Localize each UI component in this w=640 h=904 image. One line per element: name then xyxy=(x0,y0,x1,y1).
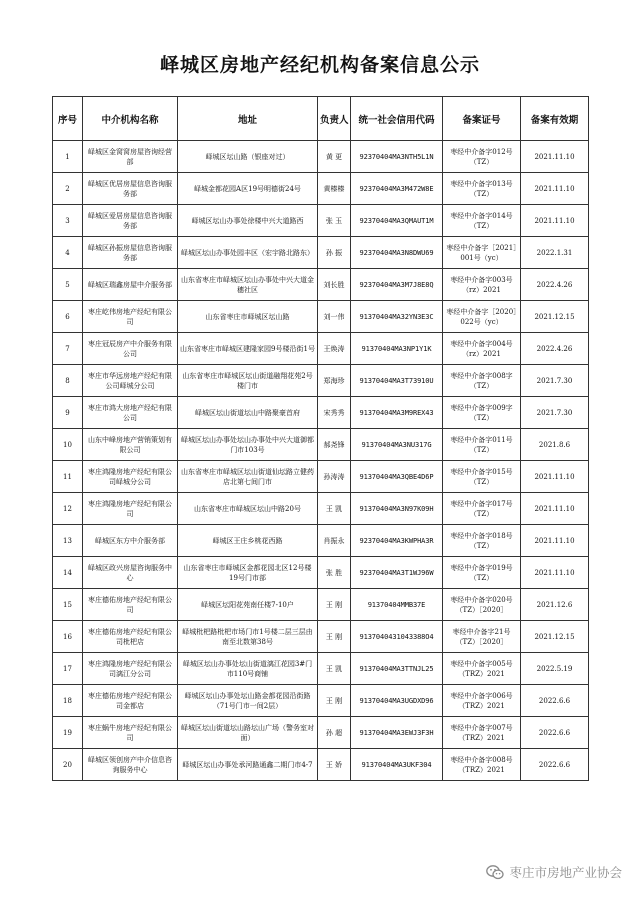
cell-credit-code: 91370404MA3NU317G xyxy=(351,429,443,461)
cell-person: 黄榛榛 xyxy=(318,173,351,205)
cell-expiry: 2021.8.6 xyxy=(521,429,589,461)
column-header-number: 序号 xyxy=(53,97,83,141)
cell-expiry: 2021.11.10 xyxy=(521,493,589,525)
cell-person: 孙涛涛 xyxy=(318,461,351,493)
cell-expiry: 2021.12.15 xyxy=(521,621,589,653)
table-body xyxy=(53,141,589,781)
cell-agency-name: 峄城区优居房屋信息咨询服务部 xyxy=(83,173,178,205)
cell-agency-name: 枣庄冠辰房产中介服务有限公司 xyxy=(83,333,178,365)
cell-expiry: 2021.12.6 xyxy=(521,589,589,621)
column-header-agency-name: 中介机构名称 xyxy=(83,97,178,141)
cell-number: 13 xyxy=(53,525,83,557)
table-row xyxy=(53,141,589,173)
column-header-address: 地址 xyxy=(178,97,318,141)
table-row xyxy=(53,333,589,365)
cell-number: 19 xyxy=(53,717,83,749)
table-header-row xyxy=(53,97,589,141)
cell-cert-number: 枣经中介备字005号（TRZ）2021 xyxy=(443,653,521,685)
cell-cert-number: 枣经中介备字020号（TZ）［2020］ xyxy=(443,589,521,621)
table-row xyxy=(53,429,589,461)
cell-number: 8 xyxy=(53,365,83,397)
cell-address: 山东省枣庄市峄城区金都花园北区12号楼19号门市部 xyxy=(178,557,318,589)
cell-person: 郑海珍 xyxy=(318,365,351,397)
cell-agency-name: 枣庄鸿隆房地产经纪有限公司漓江分公司 xyxy=(83,653,178,685)
cell-number: 3 xyxy=(53,205,83,237)
footer-label: 枣庄市房地产业协会 xyxy=(509,865,622,880)
cell-credit-code: 91370404MA3EWJ3F3H xyxy=(351,717,443,749)
cell-number: 6 xyxy=(53,301,83,333)
cell-cert-number: 枣经中介备字008号（TRZ）2021 xyxy=(443,749,521,781)
cell-number: 5 xyxy=(53,269,83,301)
column-header-person: 负责人 xyxy=(318,97,351,141)
cell-person: 郝尧锋 xyxy=(318,429,351,461)
column-header-expiry: 备案有效期 xyxy=(521,97,589,141)
cell-credit-code: 92370404MA3M472W8E xyxy=(351,173,443,205)
cell-agency-name: 山东中峰房地产营销策划有限公司 xyxy=(83,429,178,461)
cell-person: 孙 超 xyxy=(318,717,351,749)
cell-expiry: 2022.4.26 xyxy=(521,333,589,365)
cell-cert-number: 枣经中介备字［2020］022号（yc） xyxy=(443,301,521,333)
cell-credit-code: 91370404MA3TTNJL25 xyxy=(351,653,443,685)
cell-agency-name: 峄城区金窝窝房屋咨询经营部 xyxy=(83,141,178,173)
cell-credit-code: 92370404MA3N8DWU69 xyxy=(351,237,443,269)
cell-number: 12 xyxy=(53,493,83,525)
cell-cert-number: 枣经中介备字018号（TZ） xyxy=(443,525,521,557)
table-row xyxy=(53,269,589,301)
cell-expiry: 2021.11.10 xyxy=(521,205,589,237)
cell-credit-code: 91370404MA3UGDXD96 xyxy=(351,685,443,717)
column-header-credit-code: 统一社会信用代码 xyxy=(351,97,443,141)
cell-credit-code: 9137040431043388O4 xyxy=(351,621,443,653)
cell-address: 峄城区坛山办事处坛山街道漓江花园3#门市110号商铺 xyxy=(178,653,318,685)
cell-credit-code: 91370404MA3M9REX43 xyxy=(351,397,443,429)
cell-person: 王 刚 xyxy=(318,621,351,653)
cell-address: 峄城枇杷路枇杷市场门市1号楼二层三层由南至北数第38号 xyxy=(178,621,318,653)
cell-number: 7 xyxy=(53,333,83,365)
cell-agency-name: 枣庄德佑房地产经纪有限公司金都店 xyxy=(83,685,178,717)
cell-number: 14 xyxy=(53,557,83,589)
cell-expiry: 2022.4.26 xyxy=(521,269,589,301)
cell-person: 黄 更 xyxy=(318,141,351,173)
cell-cert-number: 枣经中介备字019号（TZ） xyxy=(443,557,521,589)
cell-expiry: 2021.12.15 xyxy=(521,301,589,333)
cell-address: 峄城区坛山办事处徐楼中兴大道路西 xyxy=(178,205,318,237)
table-row xyxy=(53,525,589,557)
cell-person: 肖振永 xyxy=(318,525,351,557)
cell-number: 11 xyxy=(53,461,83,493)
cell-address: 峄城区坛阳花苑南任楼7-10户 xyxy=(178,589,318,621)
cell-agency-name: 峄城区爱居房屋信息咨询服务部 xyxy=(83,205,178,237)
cell-credit-code: 92370404MA3KWPHA3R xyxy=(351,525,443,557)
cell-person: 张 胜 xyxy=(318,557,351,589)
cell-agency-name: 枣庄德佑房地产经纪有限公司枇杷店 xyxy=(83,621,178,653)
cell-credit-code: 91370404MA3T73910U xyxy=(351,365,443,397)
cell-address: 山东省枣庄市峄城区建隆家园9号楼沿街1号 xyxy=(178,333,318,365)
cell-number: 9 xyxy=(53,397,83,429)
table-row xyxy=(53,461,589,493)
cell-cert-number: 枣经中介备字011号（TZ） xyxy=(443,429,521,461)
cell-cert-number: 枣经中介备字012号（TZ） xyxy=(443,141,521,173)
cell-person: 王 凯 xyxy=(318,653,351,685)
column-header-cert-number: 备案证号 xyxy=(443,97,521,141)
cell-address: 峄城区坛山路（银座对过） xyxy=(178,141,318,173)
cell-agency-name: 枣庄市华远房地产经纪有限公司峄城分公司 xyxy=(83,365,178,397)
cell-expiry: 2021.11.10 xyxy=(521,141,589,173)
cell-cert-number: 枣经中介备字013号（TZ） xyxy=(443,173,521,205)
cell-expiry: 2021.11.10 xyxy=(521,557,589,589)
cell-cert-number: 枣经中介备字006号（TRZ）2021 xyxy=(443,685,521,717)
registry-table xyxy=(52,96,589,781)
table-row xyxy=(53,237,589,269)
cell-expiry: 2022.5.19 xyxy=(521,653,589,685)
wechat-icon xyxy=(486,865,504,880)
cell-address: 峄城区坛山街道坛山中路聚豪首府 xyxy=(178,397,318,429)
table-row xyxy=(53,365,589,397)
cell-person: 王 刚 xyxy=(318,685,351,717)
cell-address: 山东省枣庄市峄城区坛山中路20号 xyxy=(178,493,318,525)
cell-cert-number: 枣经中介备字004号（rz）2021 xyxy=(443,333,521,365)
cell-credit-code: 91370404MA3NP1Y1K xyxy=(351,333,443,365)
cell-person: 张 玉 xyxy=(318,205,351,237)
cell-expiry: 2021.11.10 xyxy=(521,173,589,205)
cell-agency-name: 枣庄鸿隆房地产经纪有限公司峄城分公司 xyxy=(83,461,178,493)
table-row xyxy=(53,589,589,621)
table-row xyxy=(53,301,589,333)
cell-person: 王 刚 xyxy=(318,589,351,621)
cell-person: 王 凯 xyxy=(318,493,351,525)
cell-credit-code: 91370404MA3UKF304 xyxy=(351,749,443,781)
page-title: 峄城区房地产经纪机构备案信息公示 xyxy=(159,54,480,76)
cell-person: 宋秀秀 xyxy=(318,397,351,429)
cell-address: 山东省枣庄市峄城区坛山街道仙坛路立健药店北第七间门市 xyxy=(178,461,318,493)
cell-cert-number: 枣经中介备字007号（TRZ）2021 xyxy=(443,717,521,749)
cell-cert-number: 枣经中介备字21号（TZ）［2020］ xyxy=(443,621,521,653)
cell-expiry: 2021.7.30 xyxy=(521,397,589,429)
cell-address: 峄城区坛山办事处承河路通鑫二期门市4-7 xyxy=(178,749,318,781)
cell-expiry: 2021.7.30 xyxy=(521,365,589,397)
cell-address: 山东省枣庄市峄城区坛山街道融翔花苑2号楼门市 xyxy=(178,365,318,397)
cell-expiry: 2022.1.31 xyxy=(521,237,589,269)
cell-person: 刘一伟 xyxy=(318,301,351,333)
cell-address: 峄城区坛山办事处坛山办事处中兴大道御都门市103号 xyxy=(178,429,318,461)
table-row xyxy=(53,397,589,429)
cell-number: 17 xyxy=(53,653,83,685)
cell-address: 峄城区坛山办事处坛山路金都花园沿街路（71号门市一间2层） xyxy=(178,685,318,717)
cell-person: 王 娇 xyxy=(318,749,351,781)
cell-number: 15 xyxy=(53,589,83,621)
cell-agency-name: 枣庄蜗牛房地产经纪有限公司 xyxy=(83,717,178,749)
cell-cert-number: 枣经中介备字015号（TZ） xyxy=(443,461,521,493)
cell-cert-number: 枣经中介备字003号（rz）2021 xyxy=(443,269,521,301)
cell-agency-name: 峄城区瑞鑫房屋中介服务部 xyxy=(83,269,178,301)
cell-agency-name: 枣庄德佑房地产经纪有限公司 xyxy=(83,589,178,621)
cell-address: 山东省枣庄市峄城区坛山办事处中兴大道金穗社区 xyxy=(178,269,318,301)
cell-cert-number: 枣经中介备字014号（TZ） xyxy=(443,205,521,237)
cell-credit-code: 92370404MA3QMAUT1M xyxy=(351,205,443,237)
table-row xyxy=(53,205,589,237)
cell-agency-name: 峄城区孙振房屋信息咨询服务部 xyxy=(83,237,178,269)
cell-credit-code: 92370404MA3NTH5L1N xyxy=(351,141,443,173)
cell-person: 王焕涛 xyxy=(318,333,351,365)
cell-cert-number: 枣经中介备字008字（TZ） xyxy=(443,365,521,397)
cell-address: 峄城区王庄乡桃花西路 xyxy=(178,525,318,557)
cell-credit-code: 91370404MA3QBE4D6P xyxy=(351,461,443,493)
cell-credit-code: 91370404MA3N97K09H xyxy=(351,493,443,525)
cell-expiry: 2021.11.10 xyxy=(521,461,589,493)
table-row xyxy=(53,173,589,205)
table-row xyxy=(53,685,589,717)
cell-agency-name: 枣庄屹伟房地产经纪有限公司 xyxy=(83,301,178,333)
cell-number: 20 xyxy=(53,749,83,781)
cell-number: 2 xyxy=(53,173,83,205)
table-row xyxy=(53,717,589,749)
table-row xyxy=(53,621,589,653)
cell-agency-name: 峄城区领创房产中介信息咨询服务中心 xyxy=(83,749,178,781)
cell-expiry: 2022.6.6 xyxy=(521,717,589,749)
cell-person: 孙 振 xyxy=(318,237,351,269)
footer-watermark xyxy=(486,863,622,881)
cell-number: 10 xyxy=(53,429,83,461)
cell-number: 1 xyxy=(53,141,83,173)
cell-address: 峄城区坛山办事处园丰区（宏宇路北路东） xyxy=(178,237,318,269)
cell-cert-number: 枣经中介备字017号（TZ） xyxy=(443,493,521,525)
cell-cert-number: 枣经中介备字［2021］001号（yc） xyxy=(443,237,521,269)
cell-expiry: 2022.6.6 xyxy=(521,685,589,717)
cell-address: 峄城金都花园A区19号明德街24号 xyxy=(178,173,318,205)
cell-agency-name: 枣庄市鸿大房地产经纪有限公司 xyxy=(83,397,178,429)
cell-agency-name: 峄城区政兴房屋咨询服务中心 xyxy=(83,557,178,589)
cell-expiry: 2022.6.6 xyxy=(521,749,589,781)
cell-agency-name: 枣庄鸿隆房地产经纪有限公司 xyxy=(83,493,178,525)
cell-cert-number: 枣经中介备字009字（TZ） xyxy=(443,397,521,429)
cell-address: 山东省枣庄市峄城区坛山路 xyxy=(178,301,318,333)
cell-agency-name: 峄城区东方中介服务部 xyxy=(83,525,178,557)
table-row xyxy=(53,493,589,525)
cell-expiry: 2021.11.10 xyxy=(521,525,589,557)
cell-number: 18 xyxy=(53,685,83,717)
table-row xyxy=(53,653,589,685)
cell-number: 16 xyxy=(53,621,83,653)
table-row xyxy=(53,557,589,589)
cell-address: 峄城区坛山街道坛山路坛山广场（警务室对面） xyxy=(178,717,318,749)
cell-person: 刘长胜 xyxy=(318,269,351,301)
cell-number: 4 xyxy=(53,237,83,269)
cell-credit-code: 91370404MA32YN3E3C xyxy=(351,301,443,333)
cell-credit-code: 92370404MA3T1WJ96W xyxy=(351,557,443,589)
cell-credit-code: 92370404MA3M7J8E8Q xyxy=(351,269,443,301)
table-row xyxy=(53,749,589,781)
cell-credit-code: 91370404MMB37E xyxy=(351,589,443,621)
